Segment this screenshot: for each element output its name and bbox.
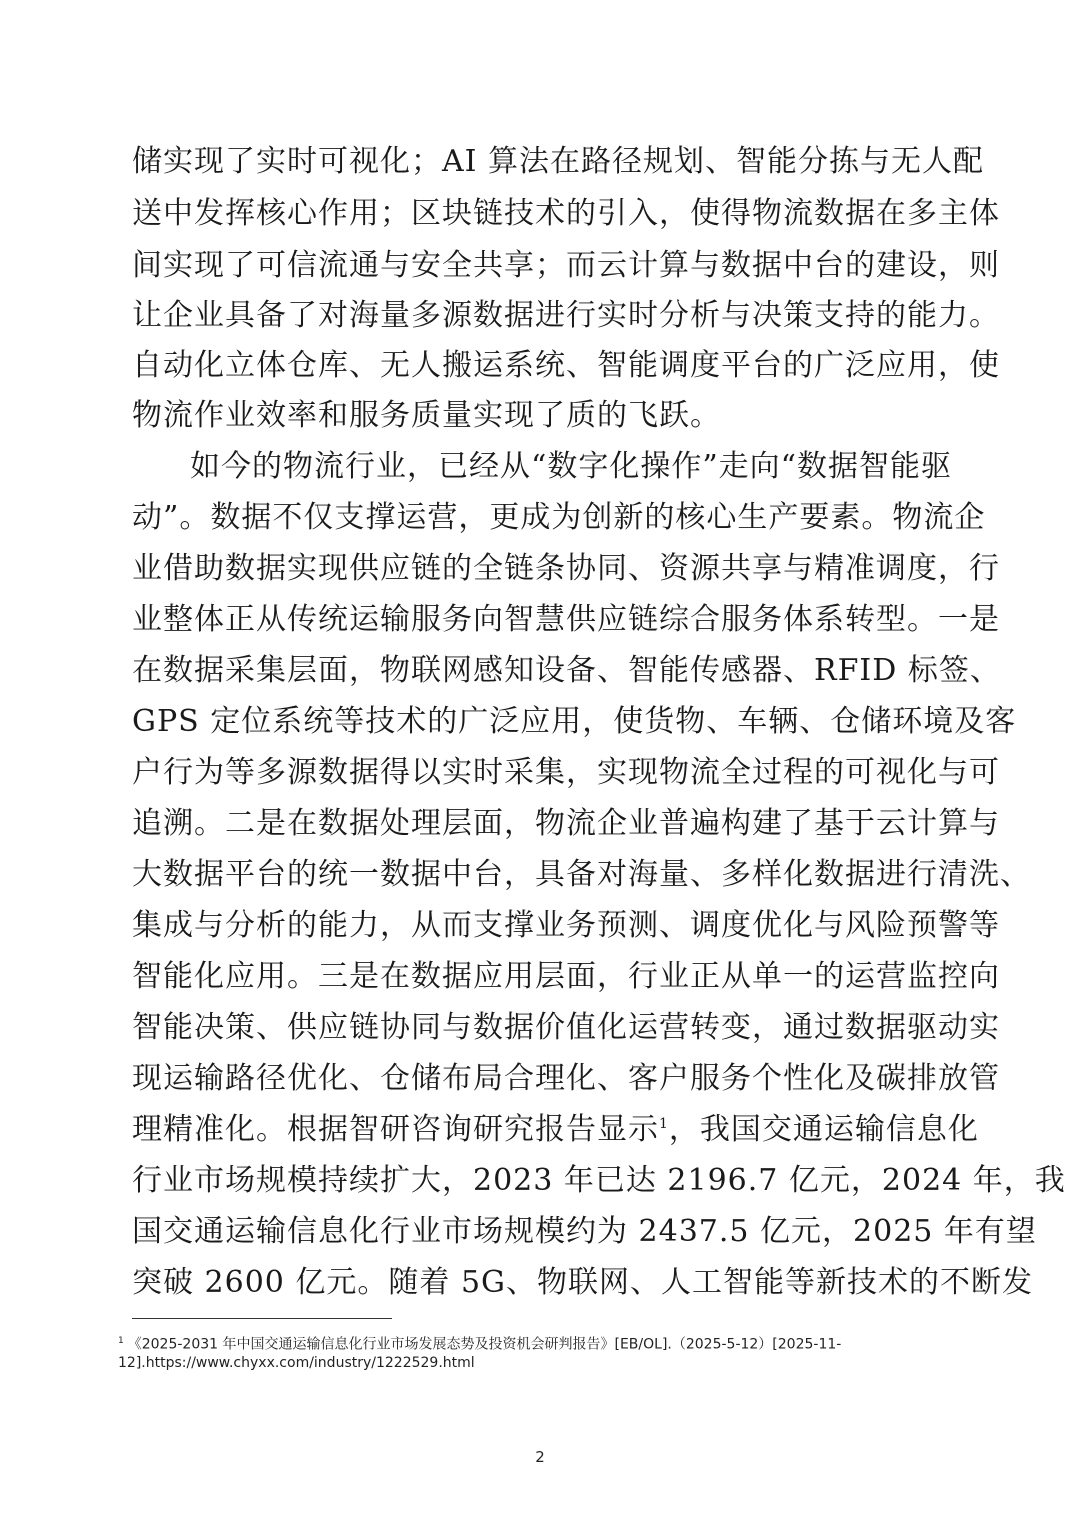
body-line: 户行为等多源数据得以实时采集，实现物流全过程的可视化与可 <box>132 755 1000 790</box>
body-text: 理精准化。根据智研咨询研究报告显示 <box>132 1112 659 1147</box>
body-line: 业整体正从传统运输服务向智慧供应链综合服务体系转型。一是 <box>132 602 1000 637</box>
footnote-text: 《2025-2031 年中国交通运输信息化行业市场发展态势及投资机会研判报告》[EB/OL].（2025-5-12）[2025-11- <box>127 1336 842 1353</box>
footnote-link-line[interactable]: 12].https://www.chyxx.com/industry/1222529.html <box>118 1355 475 1371</box>
body-line: 集成与分析的能力，从而支撑业务预测、调度优化与风险预警等 <box>132 908 1000 943</box>
body-line: 送中发挥核心作用；区块链技术的引入，使得物流数据在多主体 <box>132 196 1000 231</box>
body-line: 追溯。二是在数据处理层面，物流企业普遍构建了基于云计算与 <box>132 806 1000 841</box>
body-line: 智能化应用。三是在数据应用层面，行业正从单一的运营监控向 <box>132 959 1000 994</box>
body-line: 在数据采集层面，物联网感知设备、智能传感器、RFID 标签、 <box>132 653 1001 688</box>
body-line: 行业市场规模持续扩大，2023 年已达 2196.7 亿元，2024 年，我 <box>132 1163 1066 1198</box>
paragraph-first-line: 如今的物流行业，已经从“数字化操作”走向“数据智能驱 <box>190 449 953 484</box>
body-text: ，我国交通运输信息化 <box>668 1112 979 1147</box>
body-line: 现运输路径优化、仓储布局合理化、客户服务个性化及碳排放管 <box>132 1061 1000 1096</box>
footnote-separator <box>132 1318 392 1319</box>
footnote-reference[interactable]: 1 <box>659 1116 669 1132</box>
body-line: 让企业具备了对海量多源数据进行实时分析与决策支持的能力。 <box>132 298 1000 333</box>
body-line: 自动化立体仓库、无人搬运系统、智能调度平台的广泛应用，使 <box>132 348 1000 383</box>
body-line: 储实现了实时可视化；AI 算法在路径规划、智能分拣与无人配 <box>132 144 985 179</box>
body-line: 动”。数据不仅支撑运营，更成为创新的核心生产要素。物流企 <box>132 500 986 535</box>
page-number: 2 <box>535 1448 545 1466</box>
body-line: 国交通运输信息化行业市场规模约为 2437.5 亿元，2025 年有望 <box>132 1214 1037 1249</box>
body-line: 智能决策、供应链协同与数据价值化运营转变，通过数据驱动实 <box>132 1010 1000 1045</box>
body-line: 间实现了可信流通与安全共享；而云计算与数据中台的建设，则 <box>132 248 1000 283</box>
body-line: 突破 2600 亿元。随着 5G、物联网、人工智能等新技术的不断发 <box>132 1265 1034 1300</box>
body-line: 业借助数据实现供应链的全链条协同、资源共享与精准调度，行 <box>132 551 1000 586</box>
body-line: 大数据平台的统一数据中台，具备对海量、多样化数据进行清洗、 <box>132 857 1031 892</box>
body-line: GPS 定位系统等技术的广泛应用，使货物、车辆、仓储环境及客 <box>132 704 1017 739</box>
body-line: 物流作业效率和服务质量实现了质的飞跃。 <box>132 398 721 433</box>
footnote-mark: 1 <box>118 1336 124 1346</box>
body-line-with-footnote-ref <box>132 1105 979 1155</box>
